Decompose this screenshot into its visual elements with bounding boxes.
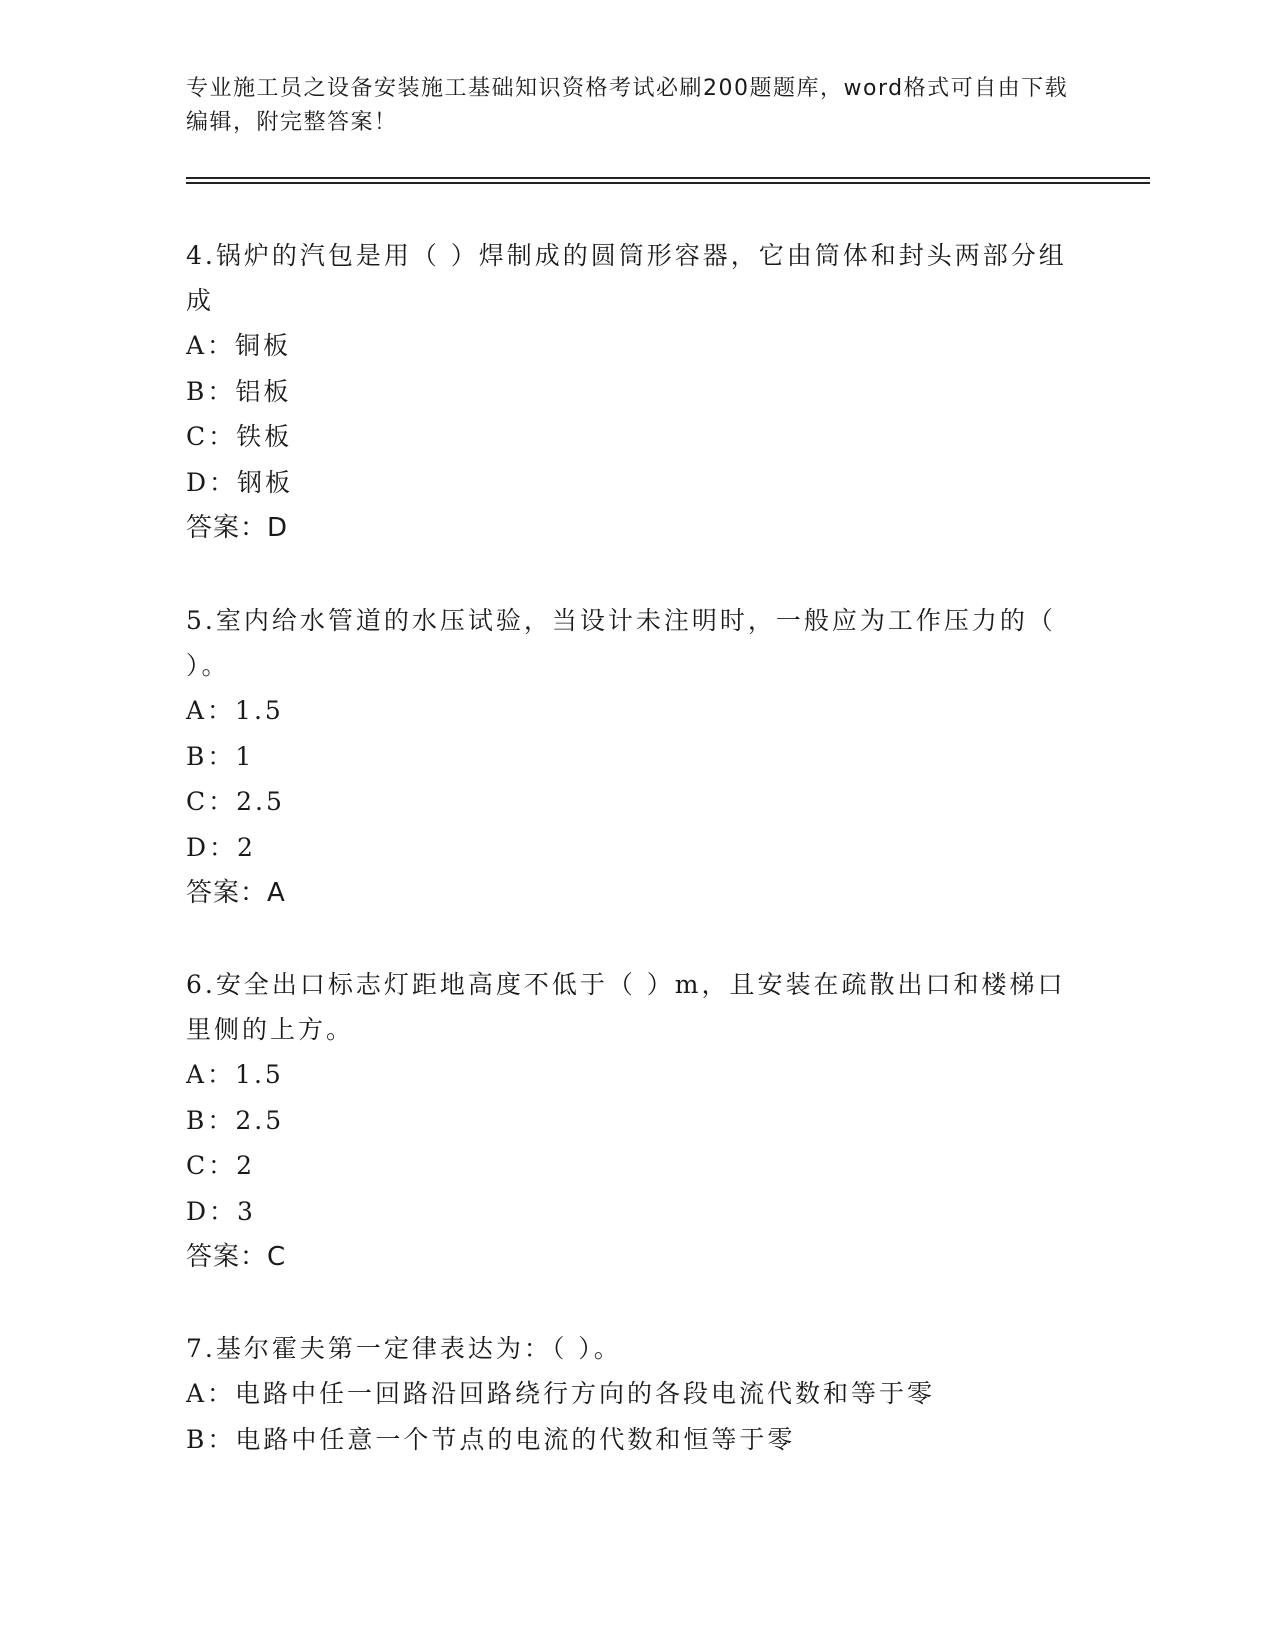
option-b: B：铝板 (186, 376, 292, 406)
question-stem: 5.室内给水管道的水压试验，当设计未注明时，一般应为工作压力的（ ）。 (186, 606, 1056, 680)
option-c: C：铁板 (186, 422, 293, 451)
header-divider-top (186, 177, 1150, 179)
answer: 答案：D (186, 513, 289, 543)
question-stem: 4.锅炉的汽包是用（ ）焊制成的圆筒形容器，它由筒体和封头两部分组成 (186, 241, 1067, 315)
option-a: A：1.5 (186, 1060, 284, 1089)
answer: 答案：C (186, 1242, 287, 1272)
header-divider-bottom (186, 182, 1150, 184)
answer: 答案：A (186, 878, 286, 908)
option-b: B：1 (186, 741, 255, 771)
question-4 (186, 233, 1086, 551)
option-a: A：电路中任一回路沿回路绕行方向的各段电流代数和等于零 (186, 1379, 936, 1408)
question-stem: 7.基尔霍夫第一定律表达为：（ ）。 (186, 1334, 622, 1363)
question-6 (186, 962, 1086, 1280)
option-a: A：铜板 (186, 331, 292, 360)
option-d: D：钢板 (186, 467, 294, 497)
question-7 (186, 1326, 1086, 1462)
question-stem: 6.安全出口标志灯距地高度不低于（ ）m，且安装在疏散出口和楼梯口里侧的上方。 (186, 970, 1066, 1044)
option-d: D：2 (186, 832, 256, 862)
option-b: B：2.5 (186, 1105, 285, 1135)
option-c: C：2 (186, 1151, 256, 1180)
option-c: C：2.5 (186, 787, 285, 816)
option-a: A：1.5 (186, 696, 284, 725)
document-header: 专业施工员之设备安装施工基础知识资格考试必刷200题题库，word格式可自由下载编辑，附完整答案！ (186, 76, 1069, 135)
option-d: D：3 (186, 1196, 256, 1226)
question-5 (186, 598, 1086, 916)
option-b: B：电路中任意一个节点的电流的代数和恒等于零 (186, 1424, 796, 1454)
